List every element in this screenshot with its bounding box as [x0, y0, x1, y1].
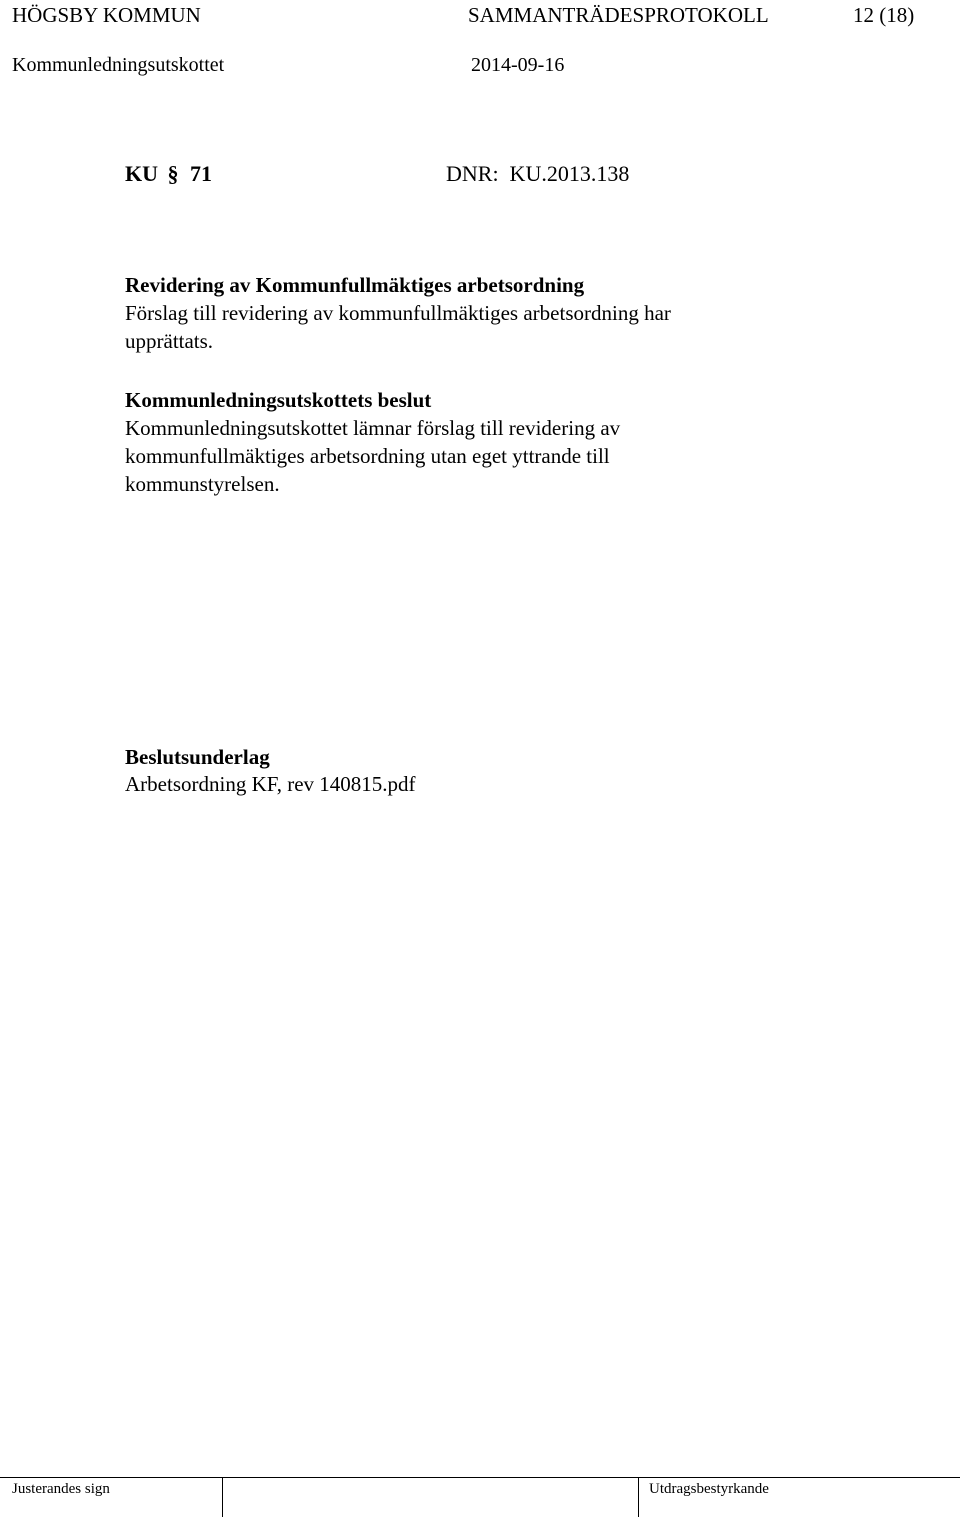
section-prefix: KU [125, 161, 158, 186]
footer-rule [0, 1477, 960, 1478]
footer-divider [638, 1477, 639, 1517]
organization-name: HÖGSBY KOMMUN [12, 3, 201, 27]
decision-section [125, 386, 825, 498]
dnr: DNR: KU.2013.138 [446, 161, 630, 186]
certification-label: Utdragsbestyrkande [649, 1481, 769, 1497]
decision-heading: Kommunledningsutskottets beslut [125, 388, 432, 412]
matter-section [125, 271, 825, 355]
basis-heading: Beslutsunderlag [125, 745, 270, 769]
matter-title: Revidering av Kommunfullmäktiges arbetsordning [125, 273, 585, 297]
meeting-date: 2014-09-16 [471, 54, 565, 76]
section-symbol: § [167, 161, 179, 186]
basis-item: Arbetsordning KF, rev 140815.pdf [125, 772, 416, 796]
signature-label: Justerandes sign [12, 1481, 110, 1497]
decision-line: kommunfullmäktiges arbetsordning utan eget yttrande till [125, 444, 610, 468]
document-type: SAMMANTRÄDESPROTOKOLL [468, 3, 769, 27]
decision-line: kommunstyrelsen. [125, 472, 280, 496]
decision-line: Kommunledningsutskottet lämnar förslag till revidering av [125, 416, 621, 440]
section-number: 71 [190, 161, 212, 186]
basis-section [125, 744, 825, 798]
matter-line: upprättats. [125, 329, 214, 353]
matter-line: Förslag till revidering av kommunfullmäktiges arbetsordning har [125, 301, 671, 325]
footer-divider [222, 1477, 223, 1517]
committee-name: Kommunledningsutskottet [12, 54, 225, 76]
page-number: 12 (18) [853, 3, 915, 27]
section-reference [125, 161, 212, 187]
